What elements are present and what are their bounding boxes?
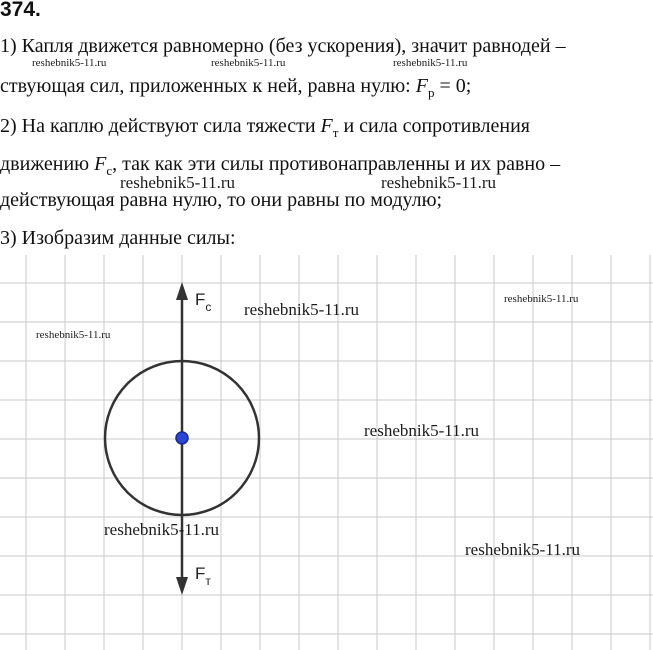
watermark-large-4: reshebnik5-11.ru	[364, 421, 480, 440]
text-line-3-end: и сила сопротивления	[338, 115, 530, 137]
text-line-2	[0, 74, 471, 100]
watermark-small-3: reshebnik5-11.ru	[393, 57, 468, 69]
formula-subscript-c: с	[106, 163, 113, 178]
watermark-large-6: reshebnik5-11.ru	[465, 540, 581, 559]
label-fc-main: F	[195, 290, 206, 309]
watermark-large-2: reshebnik5-11.ru	[381, 173, 497, 192]
formula-symbol-fr: F	[415, 75, 428, 97]
center-point	[176, 432, 188, 444]
watermark-small-4: reshebnik5-11.ru	[504, 293, 579, 305]
problem-number: 374.	[0, 0, 41, 21]
text-line-3-start: 2) На каплю действуют сила тяжести	[0, 115, 321, 137]
text-line-6: 3) Изобразим данные силы:	[0, 227, 236, 249]
watermark-small-2: reshebnik5-11.ru	[211, 57, 286, 69]
text-line-1: 1) Капля движется равномерно (без ускорения), значит равнодей –	[0, 35, 566, 57]
watermark-small-1: reshebnik5-11.ru	[32, 57, 107, 69]
label-fc-sub: c	[205, 300, 212, 314]
text-line-2-start: ствующая сил, приложенных к ней, равна нулю:	[0, 75, 416, 97]
text-line-3	[0, 114, 530, 140]
text-line-4-start: движению	[0, 153, 95, 175]
label-ft-main: F	[195, 564, 206, 583]
formula-symbol-ft: F	[320, 115, 333, 137]
watermark-large-1: reshebnik5-11.ru	[120, 173, 236, 192]
watermark-small-5: reshebnik5-11.ru	[36, 329, 111, 341]
watermark-large-5: reshebnik5-11.ru	[104, 520, 220, 539]
arrow-up-head	[176, 282, 188, 300]
text-line-5: действующая равна нулю, то они равны по модулю;	[0, 189, 443, 211]
label-ft-sub: т	[205, 574, 211, 588]
formula-subscript-t: т	[332, 125, 339, 140]
text-line-4-end: , так как эти силы противонаправленны и их равно –	[112, 153, 561, 175]
text-line-2-end: = 0;	[434, 75, 472, 97]
arrow-down-head	[176, 577, 188, 595]
formula-symbol-fc: F	[94, 153, 107, 175]
formula-subscript-r: р	[427, 85, 435, 100]
watermark-large-3: reshebnik5-11.ru	[244, 300, 360, 319]
label-fc	[195, 290, 211, 314]
label-ft	[195, 564, 211, 588]
